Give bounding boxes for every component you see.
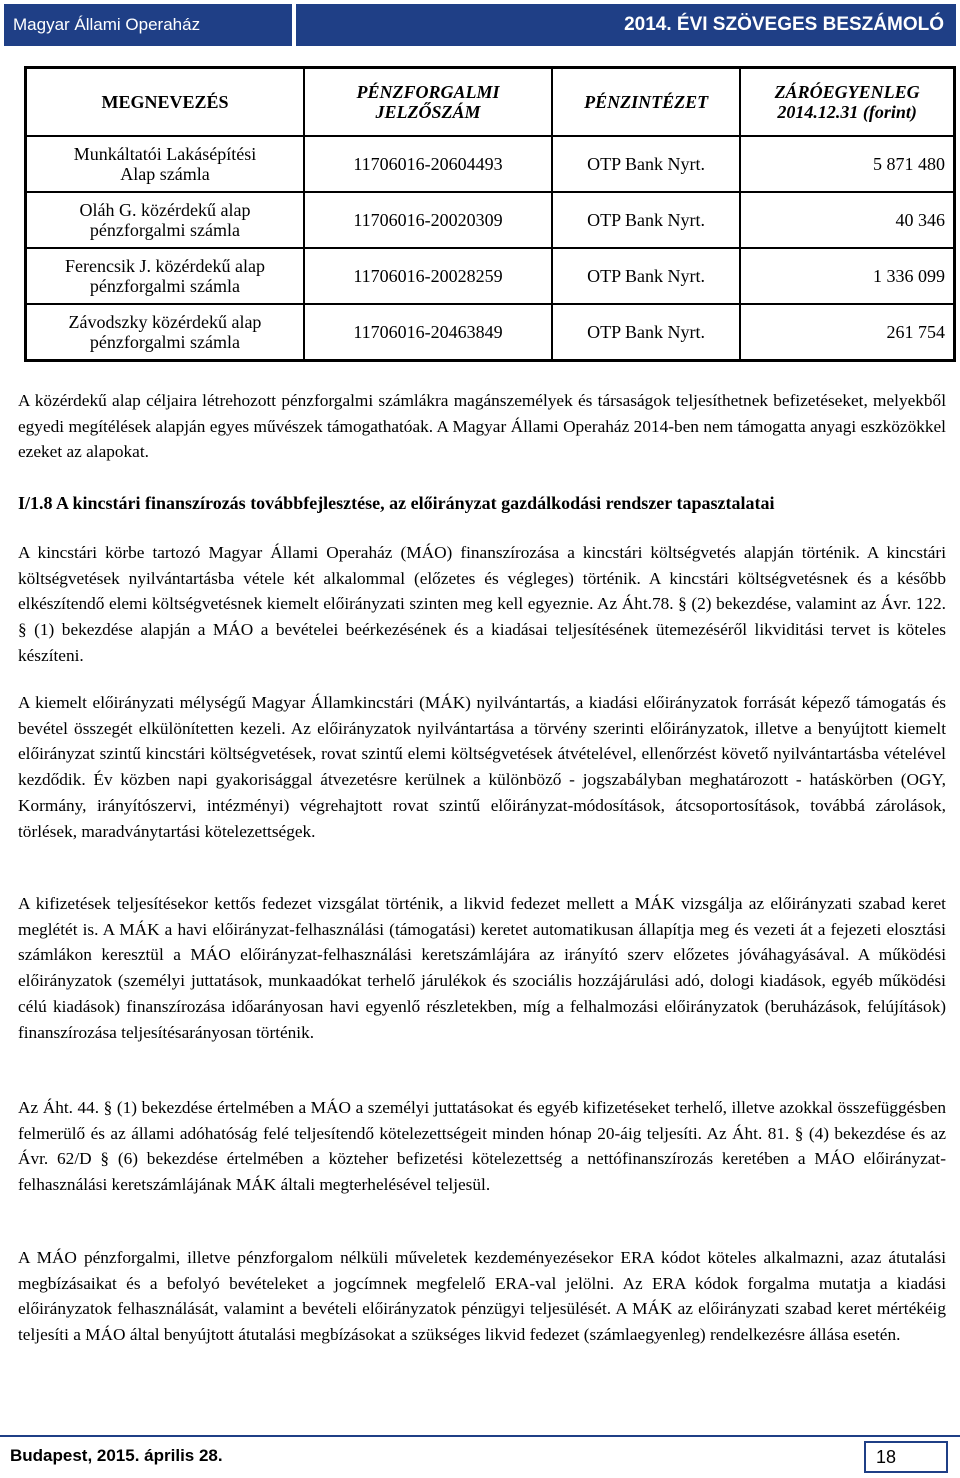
col-header-name-text: MEGNEVEZÉS — [101, 92, 229, 112]
accounts-table — [24, 66, 956, 362]
cell-bank: OTP Bank Nyrt. — [552, 136, 740, 192]
cell-name — [26, 304, 304, 360]
col-header-balance — [740, 68, 954, 136]
paragraph-mak-records: A kiemelt előirányzati mélységű Magyar Államkincstári (MÁK) nyilvántartás, a kiadási előirányzatok forrását képező támogatás és bevétel összegét elkülönítetten kezeli. Az előirányzatok nyilvántartása a törvény szerinti előirányzatok, illetve a benyújtott kiemelt előirányzat szintű kincstári költségvetések, rovat szintű elemi költségvetések átvételével, ellenőrzést követő nyilvántartásba vételével kezdődik. Év közben napi gyakorisággal átvezetésre kerülnek a különböző - jogszabályban meghatározott - hatáskörben (OGY, Kormány, irányítószervi, intézményi) végrehajtott rovat szintű előirányzat-módosítások, átcsoportosítások, továbbá zárolások, törlések, maradványtartási kötelezettségek. — [18, 693, 946, 841]
cell-name-line1: Ferencsik J. közérdekű alap — [65, 256, 265, 276]
col-header-code-line1: PÉNZFORGALMI — [356, 82, 500, 102]
table-header-row — [26, 68, 954, 136]
cell-name — [26, 136, 304, 192]
header-report-title: 2014. ÉVI SZÖVEGES BESZÁMOLÓ — [296, 4, 956, 46]
cell-name-line2: pénzforgalmi számla — [89, 276, 241, 296]
section-title: I/1.8 A kincstári finanszírozás továbbfejlesztése, az előirányzat gazdálkodási rendszer tapasztalatai — [18, 493, 775, 513]
col-header-bank — [552, 68, 740, 136]
col-header-name — [26, 68, 304, 136]
paragraph-payments: A kifizetések teljesítésekor kettős fedezet vizsgálat történik, a likvid fedezet mellett a MÁK vizsgálja az előirányzati szabad keret meglétét is. A MÁK a havi előirányzat-felhasználási (támogatási) keretet automatikusan állapítja meg és vezeti át a fejezeti elosztási számlákon keresztül a MÁO előirányzat-felhasználási keretszámlájára az irányító szerv előzetes jóváhagyásával. A működési előirányzatok (személyi juttatások, munkaadókat terhelő járulékok és szociális hozzájárulási adó, dologi kiadások, egyéb működési célú kiadások) finanszírozása időarányosan havi egyenlő részletekben, míg a felhalmozási előirányzatok (beruházások, felújítások) finanszírozása teljesítésarányosan történik. — [18, 894, 946, 1042]
cell-name — [26, 248, 304, 304]
table-row — [26, 192, 954, 248]
cell-name — [26, 192, 304, 248]
col-header-code-line2: JELZŐSZÁM — [375, 102, 481, 122]
cell-code: 11706016-20020309 — [304, 192, 552, 248]
cell-name-line1: Oláh G. közérdekű alap — [79, 200, 251, 220]
header-org-name: Magyar Állami Operaház — [4, 4, 292, 46]
cell-name-line1: Závodszky közérdekű alap — [68, 312, 262, 332]
cell-code: 11706016-20028259 — [304, 248, 552, 304]
cell-balance: 1 336 099 — [740, 248, 954, 304]
page-header — [4, 4, 956, 46]
cell-code: 11706016-20604493 — [304, 136, 552, 192]
col-header-bank-text: PÉNZINTÉZET — [584, 92, 709, 112]
cell-balance: 261 754 — [740, 304, 954, 360]
paragraph-treasury-budget: A kincstári körbe tartozó Magyar Állami Operaház (MÁO) finanszírozása a kincstári költségvetés alapján történik. A kincstári költségvetések nyilvántartásba vétele két alkalommal (előzetes és végleges) történik. A kincstári költségvetésnek és a később elkészítendő elemi költségvetésnek kiemelt előirányzati szinten meg kell egyeznie. Az Áht.78. § (2) bekezdése, valamint az Ávr. 122. § (1) bekezdése alapján a MÁO a bevételei beérkezésének és a kiadásai teljesítésének ütemezéséről likviditási tervet is köteles készíteni. — [18, 543, 946, 665]
cell-balance: 40 346 — [740, 192, 954, 248]
cell-code: 11706016-20463849 — [304, 304, 552, 360]
table-row — [26, 304, 954, 360]
table-row — [26, 248, 954, 304]
cell-bank: OTP Bank Nyrt. — [552, 248, 740, 304]
table-row — [26, 136, 954, 192]
cell-name-line2: Alap számla — [120, 164, 210, 184]
footer-divider — [0, 1435, 960, 1437]
cell-name-line2: pénzforgalmi számla — [89, 332, 241, 352]
col-header-code — [304, 68, 552, 136]
paragraph-tax-obligations: Az Áht. 44. § (1) bekezdése értelmében a MÁO a személyi juttatásokat és egyéb kifizetéseket terhelő, illetve azokkal összefüggésben felmerülő és az állami adóhatóság felé teljesítendő kötelezettségeit minden hónap 20-áig teljesíti. Az Áht. 81. § (4) bekezdése és az Ávr. 62/D § (6) bekezdése értelmében a közteher befizetési kötelezettség a nettófinanszírozás keretében a MÁO előirányzat-felhasználási keretszámlájának MÁK általi megterhelésével teljesül. — [18, 1098, 946, 1195]
cell-name-line1: Munkáltatói Lakásépítési — [73, 144, 257, 164]
paragraph-public-funds: A közérdekű alap céljaira létrehozott pénzforgalmi számlákra magánszemélyek és társaságok teljesíthetnek befizetéseket, melyekből egyedi megítélések alapján egyes művészek támogathatóak. A Magyar Állami Operaház 2014-ben nem támogatta anyagi eszközökkel ezeket az alapokat. — [18, 391, 946, 462]
cell-bank: OTP Bank Nyrt. — [552, 192, 740, 248]
footer-page-number: 18 — [864, 1441, 948, 1473]
cell-name-line2: pénzforgalmi számla — [89, 220, 241, 240]
col-header-balance-line1: ZÁRÓEGYENLEG — [774, 82, 920, 102]
cell-bank: OTP Bank Nyrt. — [552, 304, 740, 360]
col-header-balance-line2: 2014.12.31 (forint) — [777, 102, 917, 122]
cell-balance: 5 871 480 — [740, 136, 954, 192]
paragraph-era-codes: A MÁO pénzforgalmi, illetve pénzforgalom nélküli műveletek kezdeményezésekor ERA kódot köteles alkalmazni, azaz átutalási megbízásaikat és a befolyó bevételeket a jogcímnek megfelelő ERA-val jelölni. Az ERA kódok forgalma mutatja a kiadási előirányzatok felhasználását, valamint a bevételi előirányzatok pénzügyi teljesülését. A MÁK az előirányzati szabad keret mértékéig teljesíti a MÁO által benyújtott átutalási megbízásokat a szükséges likvid fedezet (számlaegyenleg) rendelkezésre állása esetén. — [18, 1248, 946, 1345]
footer-place-date: Budapest, 2015. április 28. — [10, 1446, 223, 1465]
